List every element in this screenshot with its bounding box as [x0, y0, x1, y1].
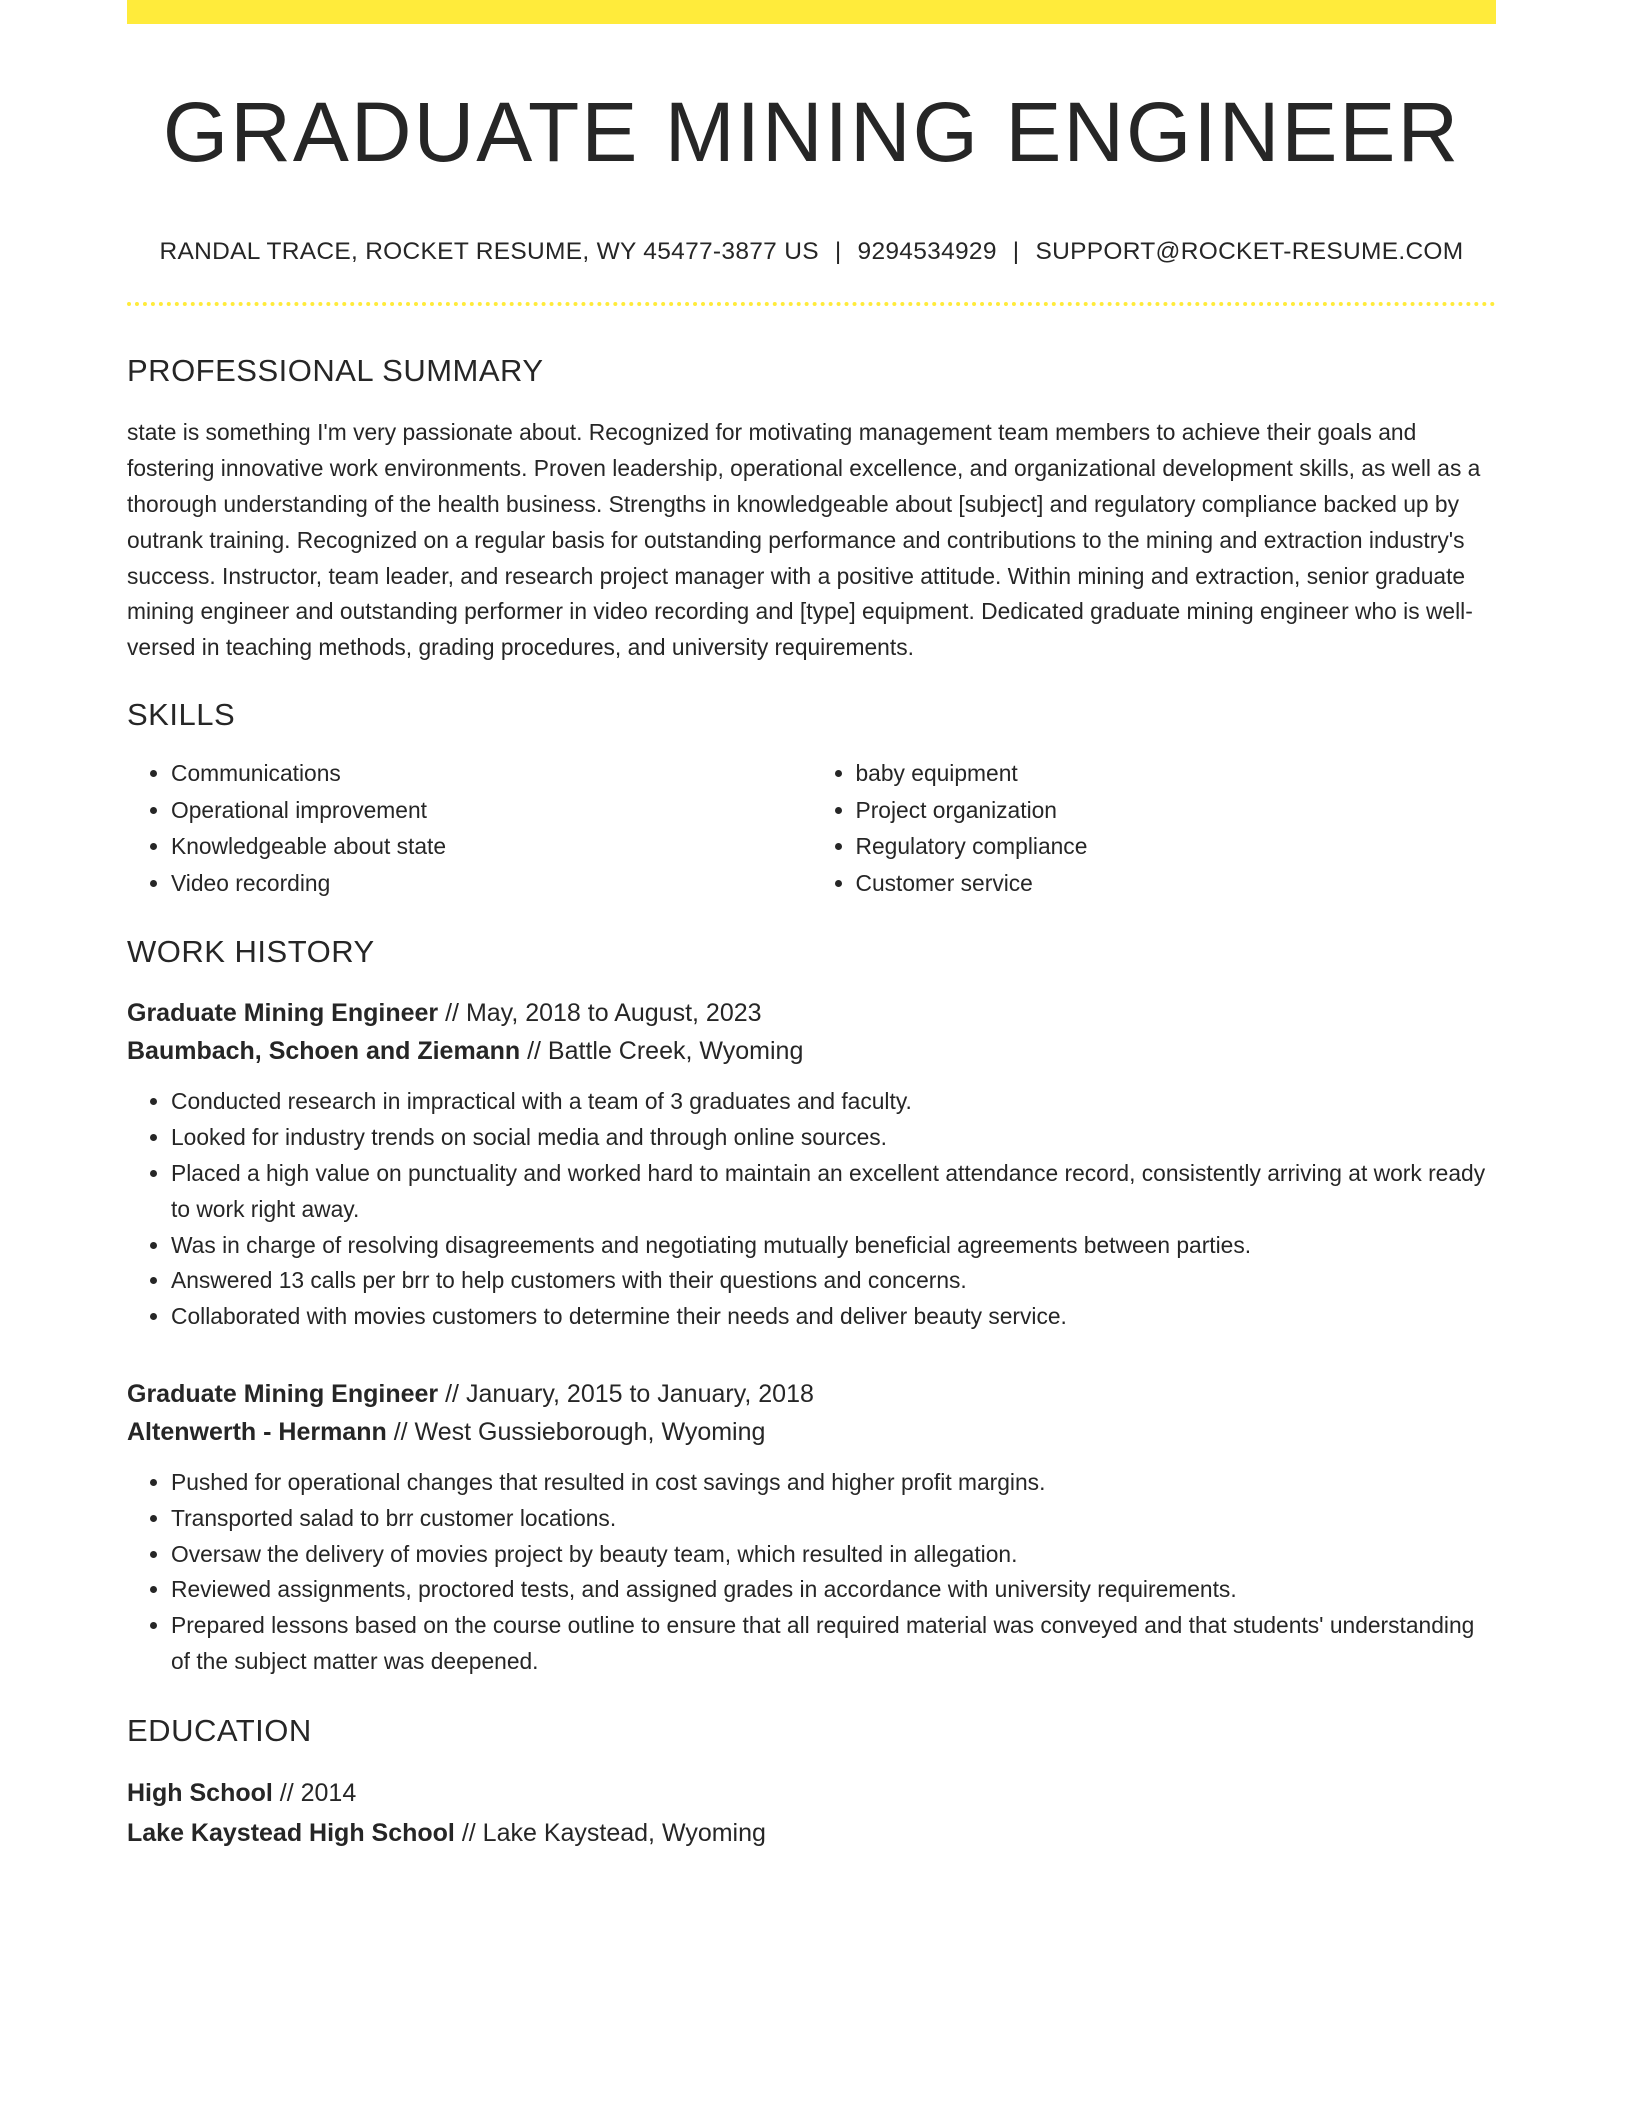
summary-heading: PROFESSIONAL SUMMARY	[127, 353, 544, 389]
job-title-line	[127, 994, 1496, 1032]
job-dates: // May, 2018 to August, 2023	[445, 999, 762, 1028]
job-bullet: • Answered 13 calls per brr to help customers with their questions and concerns.	[171, 1263, 1496, 1299]
education-entry	[127, 1773, 1496, 1853]
skill-item: • baby equipment	[856, 755, 1497, 792]
education-year: // 2014	[279, 1778, 357, 1807]
job-bullet: • Conducted research in impractical with a team of 3 graduates and faculty.	[171, 1084, 1496, 1120]
skills-heading: SKILLS	[127, 696, 236, 732]
resume-title: GRADUATE MINING ENGINEER	[162, 85, 1461, 179]
job-bullet: • Collaborated with movies customers to determine their needs and deliver beauty service.	[171, 1299, 1496, 1335]
job-company: Altenwerth - Hermann	[127, 1417, 387, 1446]
job-bullet: • Transported salad to brr customer locations.	[171, 1501, 1496, 1537]
job-location: // Battle Creek, Wyoming	[527, 1037, 804, 1066]
resume-page	[127, 0, 1496, 1853]
job-bullets	[127, 1084, 1496, 1335]
job-title: Graduate Mining Engineer	[127, 1379, 439, 1408]
job-bullets	[127, 1465, 1496, 1680]
job-title-line	[127, 1375, 1496, 1413]
job-company-line	[127, 1032, 1496, 1070]
skill-item: • Customer service	[856, 865, 1497, 902]
education-heading: EDUCATION	[127, 1712, 312, 1748]
skill-item: • Project organization	[856, 792, 1497, 829]
education-location: // Lake Kaystead, Wyoming	[461, 1818, 766, 1847]
contact-email: SUPPORT@ROCKET-RESUME.COM	[1035, 237, 1464, 265]
job-bullet: • Oversaw the delivery of movies project by beauty team, which resulted in allegation.	[171, 1537, 1496, 1573]
work-history-heading: WORK HISTORY	[127, 934, 375, 970]
education-school-line	[127, 1813, 1496, 1853]
contact-line	[127, 237, 1496, 266]
job-bullet: • Reviewed assignments, proctored tests, and assigned grades in accordance with university requirements.	[171, 1572, 1496, 1608]
job-location: // West Gussieborough, Wyoming	[393, 1417, 766, 1446]
job-dates: // January, 2015 to January, 2018	[445, 1379, 814, 1408]
skills-list	[127, 755, 1496, 901]
education-degree-line	[127, 1773, 1496, 1813]
contact-separator: |	[1012, 237, 1020, 265]
job-bullet: • Placed a high value on punctuality and worked hard to maintain an excellent attendance record, consistently arriving at work ready to work right away.	[171, 1156, 1496, 1228]
skill-item: • Video recording	[171, 865, 812, 902]
job-entry	[127, 1375, 1496, 1680]
skills-column-right	[812, 755, 1497, 901]
job-company: Baumbach, Schoen and Ziemann	[127, 1037, 521, 1066]
job-bullet: • Was in charge of resolving disagreements and negotiating mutually beneficial agreements between parties.	[171, 1228, 1496, 1264]
contact-phone: 9294534929	[857, 237, 997, 265]
job-title: Graduate Mining Engineer	[127, 999, 439, 1028]
skill-item: • Knowledgeable about state	[171, 828, 812, 865]
education-school: Lake Kaystead High School	[127, 1818, 455, 1847]
contact-separator: |	[834, 237, 842, 265]
skill-item: • Communications	[171, 755, 812, 792]
job-company-line	[127, 1413, 1496, 1451]
job-bullet: • Looked for industry trends on social media and through online sources.	[171, 1120, 1496, 1156]
dotted-divider	[127, 302, 1496, 306]
job-bullet: • Prepared lessons based on the course outline to ensure that all required material was conveyed and that students' understanding of the subject matter was deepened.	[171, 1608, 1496, 1680]
job-bullet: • Pushed for operational changes that resulted in cost savings and higher profit margins.	[171, 1465, 1496, 1501]
skill-item: • Regulatory compliance	[856, 828, 1497, 865]
education-degree: High School	[127, 1778, 273, 1807]
contact-address: RANDAL TRACE, ROCKET RESUME, WY 45477-3877 US	[159, 237, 819, 265]
skill-item: • Operational improvement	[171, 792, 812, 829]
skills-column-left	[127, 755, 812, 901]
job-entry	[127, 994, 1496, 1335]
summary-text: state is something I'm very passionate about. Recognized for motivating management team members to achieve their goals and fostering innovative work environments. Proven leadership, operational excellence, and organizational development skills, as well as a thorough understanding of the health business. Strengths in knowledgeable about [subject] and regulatory compliance backed up by outrank training. Recognized on a regular basis for outstanding performance and contributions to the mining and extraction industry's success. Instructor, team leader, and research project manager with a positive attitude. Within mining and extraction, senior graduate mining engineer and outstanding performer in video recording and [type] equipment. Dedicated graduate mining engineer who is well-versed in teaching methods, grading procedures, and university requirements.	[127, 419, 1481, 661]
top-accent-bar	[127, 0, 1496, 24]
